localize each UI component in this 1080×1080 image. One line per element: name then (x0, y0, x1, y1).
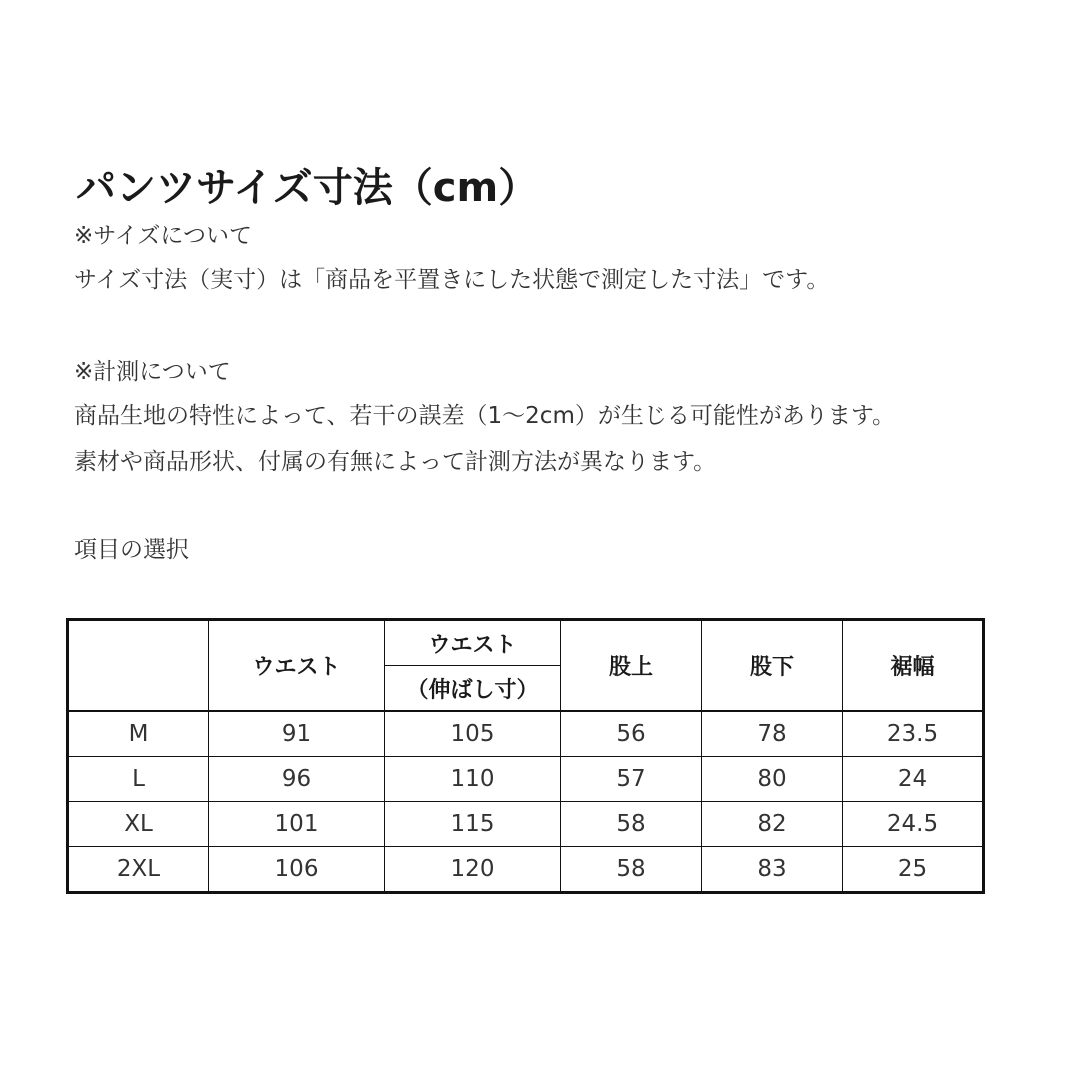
rise-cell: 56 (561, 711, 702, 757)
inseam-cell: 82 (702, 802, 843, 847)
page-title: パンツサイズ寸法（cm） (76, 165, 539, 211)
size-cell: L (68, 757, 209, 802)
inseam-cell: 80 (702, 757, 843, 802)
waist-cell: 106 (209, 847, 385, 893)
inseam-cell: 83 (702, 847, 843, 893)
waist-stretch-cell: 105 (385, 711, 561, 757)
table-header-row (68, 620, 984, 666)
size-note-heading: ※サイズについて (74, 223, 252, 249)
waist-stretch-subheader: （伸ばし寸） (385, 666, 561, 712)
size-cell: XL (68, 802, 209, 847)
size-table (66, 618, 985, 894)
size-cell: 2XL (68, 847, 209, 893)
waist-stretch-cell: 110 (385, 757, 561, 802)
rise-header: 股上 (561, 620, 702, 712)
measure-note-text-2: 素材や商品形状、付属の有無によって計測方法が異なります。 (74, 449, 717, 475)
waist-stretch-header: ウエスト (385, 620, 561, 666)
size-cell: M (68, 711, 209, 757)
item-select-label: 項目の選択 (74, 537, 189, 563)
waist-stretch-cell: 120 (385, 847, 561, 893)
rise-cell: 58 (561, 802, 702, 847)
corner-header (68, 620, 209, 712)
inseam-cell: 78 (702, 711, 843, 757)
table-row (68, 847, 984, 893)
hem-width-cell: 24.5 (843, 802, 984, 847)
measure-note-text-1: 商品生地の特性によって、若干の誤差（1～2cm）が生じる可能性があります。 (74, 403, 896, 429)
hem-width-header: 裾幅 (843, 620, 984, 712)
rise-cell: 57 (561, 757, 702, 802)
table-row (68, 711, 984, 757)
waist-cell: 96 (209, 757, 385, 802)
table-row (68, 802, 984, 847)
hem-width-cell: 23.5 (843, 711, 984, 757)
rise-cell: 58 (561, 847, 702, 893)
hem-width-cell: 25 (843, 847, 984, 893)
measure-note-heading: ※計測について (74, 359, 231, 385)
hem-width-cell: 24 (843, 757, 984, 802)
table-row (68, 757, 984, 802)
inseam-header: 股下 (702, 620, 843, 712)
size-note-text: サイズ寸法（実寸）は「商品を平置きにした状態で測定した寸法」です。 (74, 267, 830, 293)
waist-cell: 101 (209, 802, 385, 847)
waist-header: ウエスト (209, 620, 385, 712)
waist-stretch-cell: 115 (385, 802, 561, 847)
waist-cell: 91 (209, 711, 385, 757)
